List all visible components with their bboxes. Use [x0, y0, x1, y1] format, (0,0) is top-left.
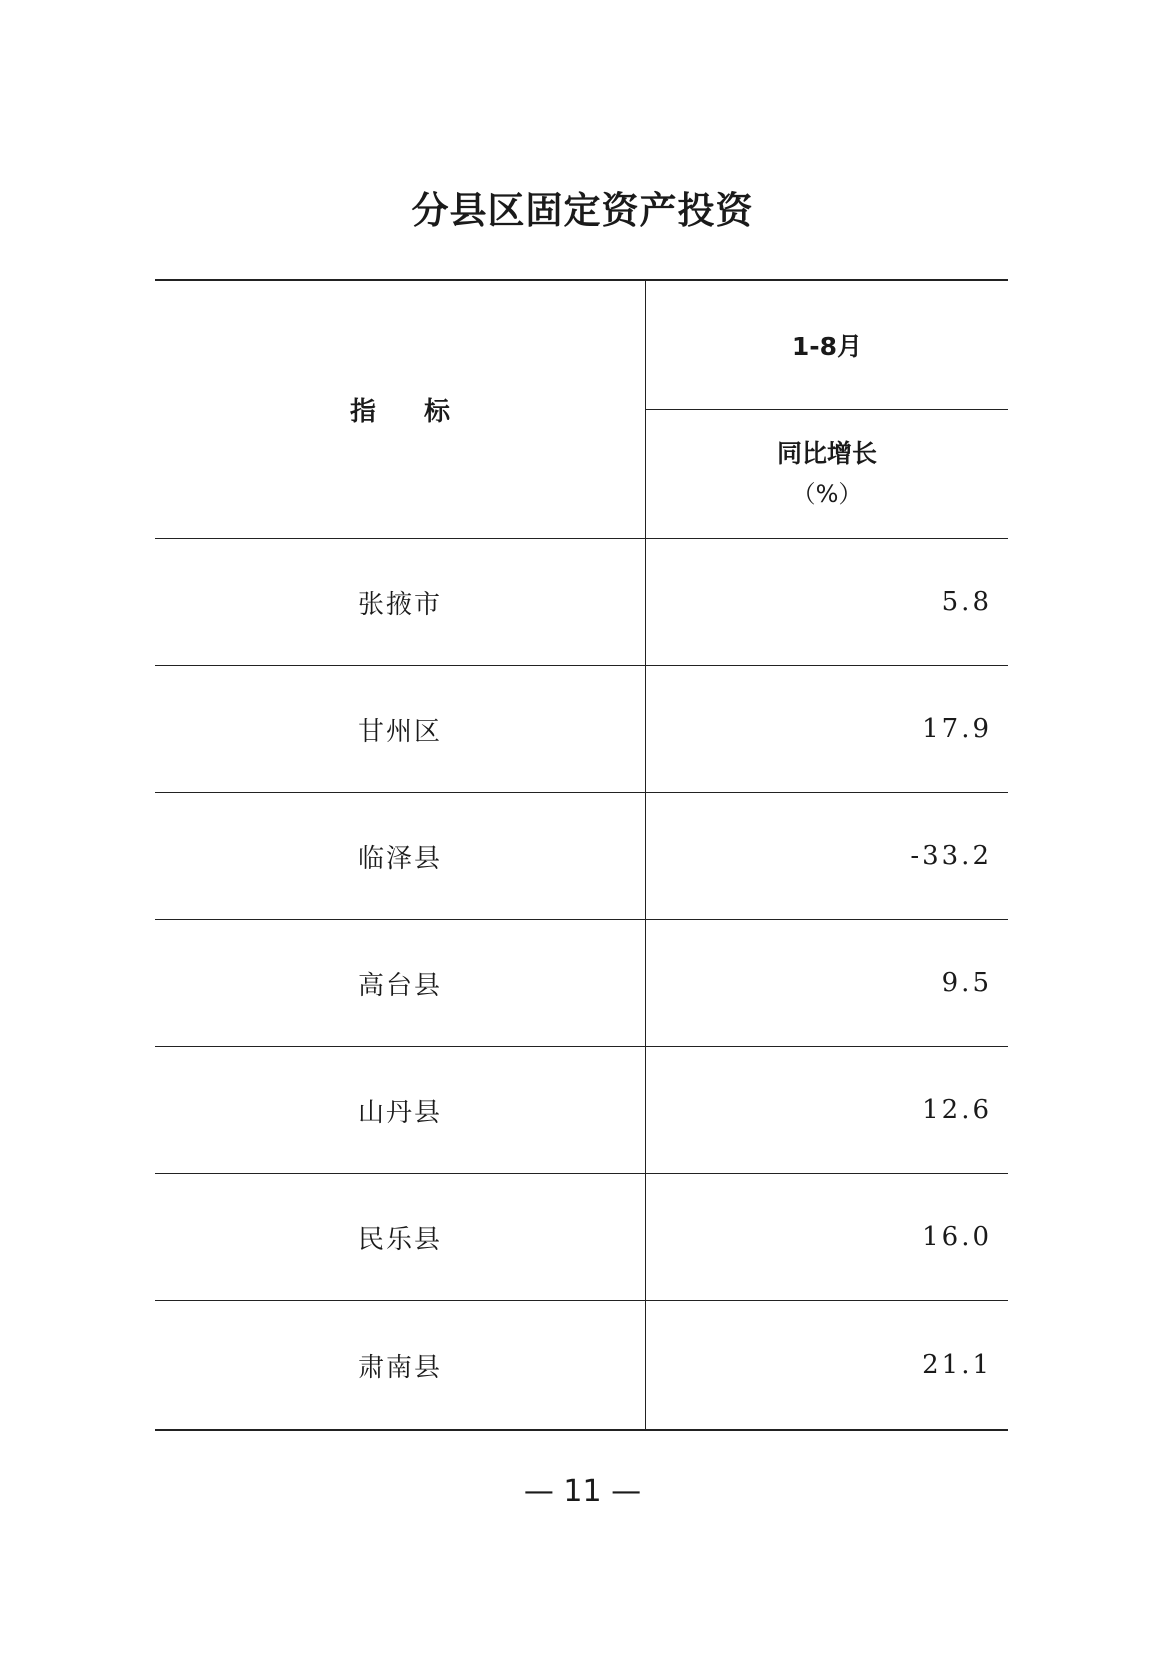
- table-row: [155, 666, 1008, 793]
- indicator-header: 指标: [155, 280, 646, 539]
- growth-value: 21.1: [646, 1301, 1009, 1431]
- region-name: 民乐县: [155, 1174, 646, 1301]
- table-row: [155, 1174, 1008, 1301]
- table-header-row: [155, 280, 1008, 410]
- table-row: [155, 793, 1008, 920]
- region-name: 高台县: [155, 920, 646, 1047]
- growth-value: 12.6: [646, 1047, 1009, 1174]
- growth-value: 17.9: [646, 666, 1009, 793]
- table-row: [155, 920, 1008, 1047]
- region-name: 甘州区: [155, 666, 646, 793]
- table-row: [155, 539, 1008, 666]
- region-name: 张掖市: [155, 539, 646, 666]
- period-header: 1-8月: [646, 280, 1009, 410]
- table-body: [155, 280, 1008, 1430]
- table-row: [155, 1301, 1008, 1431]
- metric-header: 同比增长: [776, 439, 877, 468]
- unit-header: （%）: [791, 480, 863, 508]
- growth-value: 9.5: [646, 920, 1009, 1047]
- table-row: [155, 1047, 1008, 1174]
- growth-value: -33.2: [646, 793, 1009, 920]
- region-name: 山丹县: [155, 1047, 646, 1174]
- page-title: 分县区固定资产投资: [411, 189, 754, 232]
- page-number: — 11 —: [523, 1474, 642, 1509]
- growth-value: 16.0: [646, 1174, 1009, 1301]
- metric-header-cell: [646, 410, 1009, 539]
- region-name: 肃南县: [155, 1301, 646, 1431]
- region-name: 临泽县: [155, 793, 646, 920]
- investment-table: [155, 279, 1008, 1431]
- growth-value: 5.8: [646, 539, 1009, 666]
